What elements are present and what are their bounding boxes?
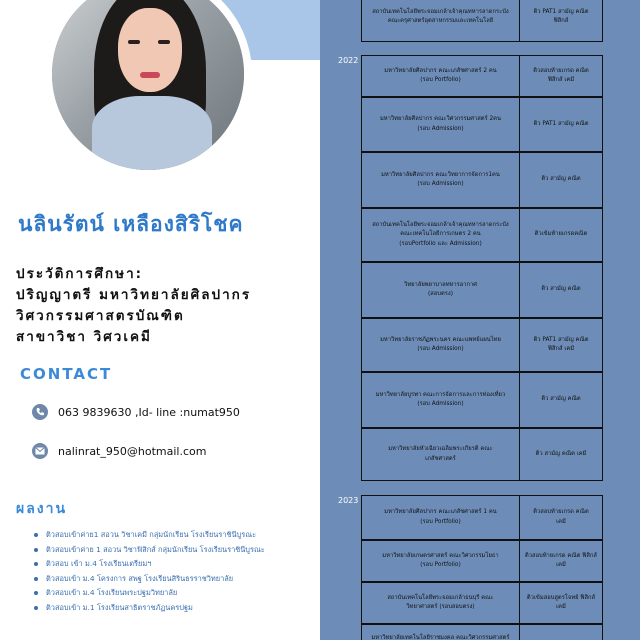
education-degree: ปริญญาตรี มหาวิทยาลัยศิลปากร	[16, 287, 252, 303]
portfolio-row	[361, 582, 603, 624]
university-cell: มหาวิทยาลัยบูรพา คณะการจัดการและการท่องเที่ยว (รอบ Admission)	[375, 391, 506, 407]
university-cell: มหาวิทยาลัยศิลปากร คณะวิศวกรรมศาสตร์ 2คน (รอบ Admission)	[379, 116, 502, 132]
course-cell: ติวสอบท้ายเกรด คณิต ฟิสิกส์ เคมี	[533, 67, 589, 83]
portfolio-panel	[320, 0, 640, 640]
work-item: ติวสอบเข้า ม.4 โรงเรียนพระปฐมวิทยาลัย	[34, 586, 265, 601]
education-faculty: วิศวกรรมศาสตรบัณฑิต	[16, 308, 185, 324]
work-item: ติวสอบเข้าค่าย 1 สอวน วิชาฟิสิกส์ กลุ่มนักเรียน โรงเรียนราชินีบูรณะ	[34, 543, 265, 558]
person-name: นลินรัตน์ เหลืองสิริโชค	[18, 212, 244, 236]
course-cell: ติวเข้มท้ายเกรดคณิต	[534, 231, 588, 238]
education-section	[16, 264, 316, 348]
profile-photo	[52, 0, 244, 170]
portfolio-row	[361, 55, 603, 97]
portfolio-row	[361, 152, 603, 208]
year-label: 2022	[338, 56, 359, 65]
education-heading: ประวัติการศึกษา:	[16, 266, 144, 282]
contact-email-row	[32, 443, 206, 459]
portfolio-row	[361, 428, 603, 481]
course-cell: ติว PAT1 สามัญ คณิต ฟิสิกส์ เคมี	[533, 336, 589, 352]
portfolio-row	[361, 624, 603, 640]
course-cell: ติวเข้มสอบสูตรโจทย์ ฟิสิกส์ เคมี	[526, 594, 596, 610]
portfolio-row	[361, 540, 603, 582]
work-list	[34, 528, 265, 616]
course-cell: ติว สามัญ คณิต เคมี	[535, 450, 587, 457]
university-cell: สถาบันเทคโนโลยีพระจอมเกล้าเจ้าคุณทหารลาดกระบัง คณะครุศาสตร์อุตสาหกรรมและเทคโนโลยี	[372, 8, 509, 24]
work-item: ติวสอบเข้า ม.4 โครงการ สพฐ โรงเรียนสิรินธรราชวิทยาลัย	[34, 572, 265, 587]
contact-title: CONTACT	[20, 365, 113, 383]
course-cell: ติวสอบท้ายเกรด คณิต ฟิสิกส์ เคมี	[525, 552, 597, 568]
university-cell: มหาวิทยาลัยเกษตรศาสตร์ คณะวิศวกรรมโยธา (รอบ Portfolio)	[382, 552, 499, 568]
email-text: nalinrat_950@hotmail.com	[58, 444, 207, 458]
portfolio-row	[361, 318, 603, 372]
university-cell: มหาวิทยาลัยศิลปากร คณะเภสัชศาสตร์ 2 คน (รอบ Portfolio)	[384, 67, 497, 83]
course-cell: ติว สามัญ คณิต	[541, 176, 581, 183]
work-title: ผลงาน	[16, 501, 68, 517]
university-cell: วิทยาลัยพยาบาลทหารอากาศ (สอบตรง)	[404, 281, 477, 297]
portfolio-row	[361, 495, 603, 540]
email-icon	[32, 443, 48, 459]
work-item: ติวสอบเข้าค่าย1 สอวน วิชาเคมี กลุ่มนักเรียน โรงเรียนราชินีบูรณะ	[34, 528, 265, 543]
work-item: ติวสอบ เข้า ม.4 โรงเรียนเตรียมฯ	[34, 557, 265, 572]
university-cell: มหาวิทยาลัยหัวเฉียวเฉลิมพระเกียรติ คณะ เภสัชศาสตร์	[388, 446, 493, 462]
course-cell: ติว PAT1 สามัญ คณิต	[533, 120, 589, 127]
portfolio-row	[361, 0, 603, 42]
course-cell: ติว สามัญ คณิต	[541, 286, 581, 293]
portfolio-row	[361, 372, 603, 428]
portfolio-row	[361, 208, 603, 262]
university-cell: มหาวิทยาลัยเทคโนโลยีราชมงคล คณะวิศวกรรมศาสตร์	[371, 635, 510, 640]
course-cell: ติว PAT1 สามัญ คณิต ฟิสิกส์	[533, 8, 589, 24]
phone-icon	[32, 404, 48, 420]
education-major: สาขาวิชา วิศวเคมี	[16, 329, 152, 345]
university-cell: สถาบันเทคโนโลยีพระจอมเกล้าเจ้าคุณทหารลาดกระบัง คณะเทคโนโลยีการเกษตร 2 คน (รอบPortfolio และ Admission)	[372, 221, 509, 247]
course-cell: ติว สามัญ คณิต	[541, 396, 581, 403]
phone-text: 063 9839630 ,Id- line :numat950	[58, 405, 240, 419]
contact-phone-row	[32, 404, 240, 420]
university-cell: มหาวิทยาลัยราชภัฏพระนคร คณะแพทย์แผนไทย (รอบ Admission)	[380, 336, 501, 352]
work-item: ติวสอบเข้า ม.1 โรงเรียนสาธิตราชภัฏนครปฐม	[34, 601, 265, 616]
portfolio-row	[361, 262, 603, 318]
course-cell: ติวสอบท้ายเกรด คณิต เคมี	[533, 509, 589, 525]
portfolio-row	[361, 97, 603, 152]
university-cell: สถาบันเทคโนโลยีพระจอมเกล้าธนบุรี คณะ วิทยาศาสตร์ (รอบสอบตรง)	[387, 594, 494, 610]
year-label: 2023	[338, 496, 359, 505]
university-cell: มหาวิทยาลัยศิลปากร คณะวิทยาการจัดการ1คน (รอบ Admission)	[381, 171, 500, 187]
university-cell: มหาวิทยาลัยศิลปากร คณะเภสัชศาสตร์ 1 คน (รอบ Portfolio)	[384, 509, 497, 525]
